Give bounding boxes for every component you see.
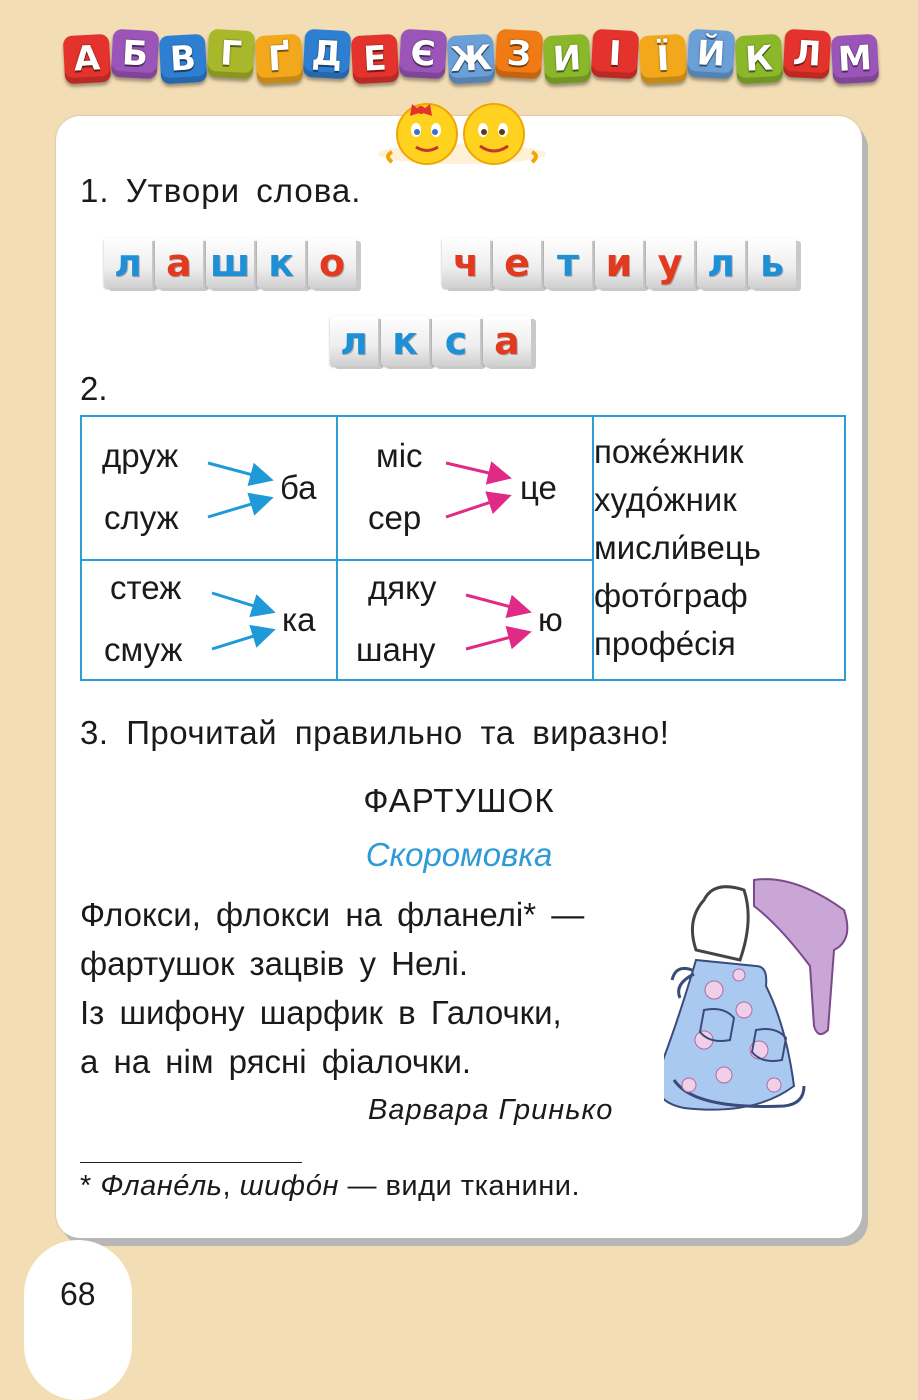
footnote-separator: , — [222, 1170, 240, 1202]
letter-cube: о — [308, 238, 356, 288]
footnote-text: — види тканини. — [338, 1170, 581, 1202]
alphabet-letter-tile: Д — [303, 29, 351, 79]
arrows — [338, 417, 592, 561]
alphabet-letter-tile: Й — [687, 29, 735, 79]
alphabet-letter-tile: Ж — [447, 34, 495, 84]
poem-author: Варвара Гринько — [368, 1094, 614, 1126]
letter-cube: а — [483, 316, 531, 366]
letter-cubes-group-1 — [104, 238, 359, 288]
table-cell — [81, 416, 337, 560]
footnote — [80, 1170, 580, 1203]
arrows — [338, 561, 592, 681]
word-ending: ка — [282, 601, 316, 638]
letter-cube: у — [646, 238, 694, 288]
alphabet-letter-tile: Л — [783, 29, 831, 79]
letter-cube: ь — [748, 238, 796, 288]
profession-word: поже́жник — [594, 433, 744, 470]
word-part: стеж — [110, 569, 182, 606]
task1-heading: 1. Утвори слова. — [80, 172, 362, 209]
poem-line: фартушок зацвів у Нелі. — [80, 945, 469, 982]
alphabet-letter-tile: Є — [399, 29, 447, 79]
letter-cube: л — [104, 238, 152, 288]
alphabet-letter-tile: К — [735, 34, 783, 84]
poem-line: Із шифону шарфик в Галочки, — [80, 994, 562, 1031]
alphabet-strip — [64, 32, 878, 80]
letter-cube: ч — [442, 238, 490, 288]
letter-cube: т — [544, 238, 592, 288]
poem-line: а на нім рясні фіалочки. — [80, 1043, 472, 1080]
table-cell — [337, 560, 593, 680]
table-cell — [337, 416, 593, 560]
table-cell — [81, 560, 337, 680]
page-number: 68 — [60, 1276, 96, 1312]
alphabet-letter-tile: І — [591, 29, 639, 79]
letter-cube: к — [381, 316, 429, 366]
word-part: друж — [102, 437, 179, 474]
letter-cube: е — [493, 238, 541, 288]
word-building-table — [80, 415, 846, 681]
alphabet-letter-tile: И — [543, 34, 591, 84]
word-part: смуж — [104, 631, 183, 668]
word-part: міс — [376, 437, 423, 474]
footnote-star: * — [80, 1170, 101, 1202]
alphabet-letter-tile: Ї — [639, 34, 687, 84]
poem-text — [80, 890, 584, 1086]
word-ending: це — [520, 469, 557, 506]
profession-word: худо́жник — [594, 481, 737, 518]
arrows — [82, 561, 336, 681]
letter-cube: а — [155, 238, 203, 288]
word-ending: ю — [538, 601, 563, 638]
alphabet-letter-tile: М — [831, 34, 879, 84]
alphabet-letter-tile: Б — [111, 29, 159, 79]
letter-cubes-group-2 — [442, 238, 799, 288]
alphabet-letter-tile: Г — [207, 29, 255, 79]
letter-cube: с — [432, 316, 480, 366]
footnote-term: шифо́н — [239, 1170, 339, 1202]
footnote-divider — [80, 1162, 302, 1163]
profession-words — [593, 416, 845, 680]
word-ending: ба — [280, 469, 317, 506]
task2-heading: 2. — [80, 370, 108, 407]
word-part: дяку — [368, 569, 437, 606]
poem-title: ФАРТУШОК — [363, 782, 555, 819]
apron-illustration — [664, 870, 864, 1130]
word-part: сер — [368, 499, 422, 536]
letter-cubes-group-3 — [330, 316, 534, 366]
word-part: шану — [356, 631, 436, 668]
arrows — [82, 417, 336, 561]
profession-word: фото́граф — [594, 577, 748, 614]
letter-cube: л — [697, 238, 745, 288]
letter-cube: и — [595, 238, 643, 288]
task3-heading: 3. Прочитай правильно та виразно! — [80, 714, 670, 751]
profession-word: профе́сія — [594, 625, 736, 662]
alphabet-letter-tile: Е — [351, 34, 399, 84]
profession-word: мисли́вець — [594, 529, 761, 566]
word-part: служ — [104, 499, 179, 536]
page-number-badge — [24, 1240, 132, 1400]
alphabet-letter-tile: В — [159, 34, 207, 84]
letter-cube: к — [257, 238, 305, 288]
poem-subtitle: Скоромовка — [365, 836, 553, 873]
footnote-term: Флане́ль — [100, 1170, 223, 1202]
alphabet-letter-tile: Ґ — [255, 34, 303, 84]
letter-cube: ш — [206, 238, 254, 288]
letter-cube: л — [330, 316, 378, 366]
alphabet-letter-tile: З — [495, 29, 543, 79]
smiley-faces-image — [372, 92, 552, 176]
alphabet-letter-tile: А — [63, 34, 111, 84]
poem-line: Флокси, флокси на фланелі* — — [80, 896, 585, 933]
